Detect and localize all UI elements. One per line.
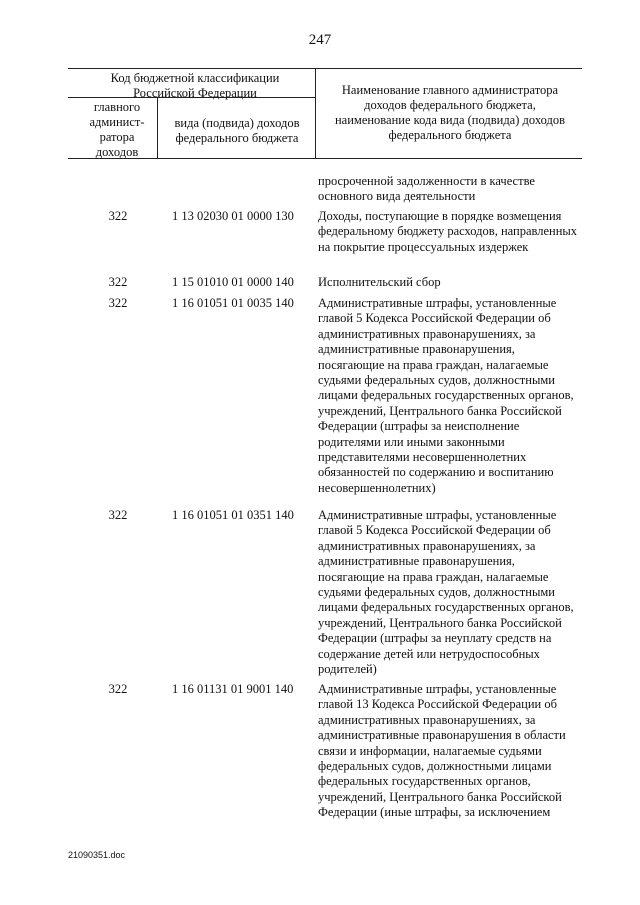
column-divider-name	[315, 68, 316, 158]
row-revenue-code: 1 16 01131 01 9001 140	[172, 682, 294, 696]
row-admin-code: 322	[108, 275, 128, 289]
header-group-title: Код бюджетной классификации Российской Федерации	[110, 71, 280, 100]
row-revenue-code: 1 16 01051 01 0035 140	[172, 296, 294, 310]
row-revenue-code: 1 15 01010 01 0000 140	[172, 275, 294, 289]
row-name: Административные штрафы, установленные главой 5 Кодекса Российской Федерации об административных правонарушениях, за административные правонарушения, посягающие на права граждан, налагаемые судьями федеральных судов, должностными лицами федеральных государственных органов, учреждений, Центрального банка Российской Федерации (штрафы за неуплату средств на содержание детей или нетрудоспособных родителей)	[318, 508, 574, 677]
row-admin-code: 322	[108, 209, 128, 223]
row-admin-code: 322	[108, 296, 128, 310]
header-col-revenue: вида (подвида) доходов федерального бюджета	[174, 116, 300, 145]
footer-filename: 21090351.doc	[68, 850, 126, 860]
row-name: Административные штрафы, установленные главой 5 Кодекса Российской Федерации об административных правонарушениях, за административные правонарушения, посягающие на права граждан, налагаемые судьями федеральных судов, должностными лицами федеральных государственных органов, учреждений, Центрального банка Российской Федерации (штрафы за неисполнение родителями или иными законными представителями несовершеннолетних обязанностей по содержанию и воспитанию несовершеннолетних)	[318, 296, 574, 495]
row-revenue-code: 1 16 01051 01 0351 140	[172, 508, 294, 522]
row-name: Доходы, поступающие в порядке возмещения федеральному бюджету расходов, направленных на покрытие процессуальных издержек	[318, 209, 578, 254]
column-divider-codes	[157, 97, 158, 158]
row-admin-code: 322	[108, 682, 128, 696]
page-number: 247	[308, 32, 332, 48]
row-name: Административные штрафы, установленные главой 13 Кодекса Российской Федерации об административных правонарушениях, за административные правонарушения в области связи и информации, налагаемые судьями федеральных судов, должностными лицами федеральных государственных органов, учреждений, Центрального банка Российской Федерации (иные штрафы, за исключением	[318, 682, 566, 820]
row-name: Исполнительский сбор	[318, 275, 441, 289]
header-col-admin: главного админист-ратора доходов	[89, 100, 145, 159]
row-name: просроченной задолженности в качестве основного вида деятельности	[318, 174, 535, 204]
row-admin-code: 322	[108, 508, 128, 522]
header-col-name: Наименование главного администратора доходов федерального бюджета, наименование кода вида (подвида) доходов федерального бюджета	[334, 83, 565, 142]
row-revenue-code: 1 13 02030 01 0000 130	[172, 209, 294, 223]
table-top-rule	[68, 68, 582, 69]
